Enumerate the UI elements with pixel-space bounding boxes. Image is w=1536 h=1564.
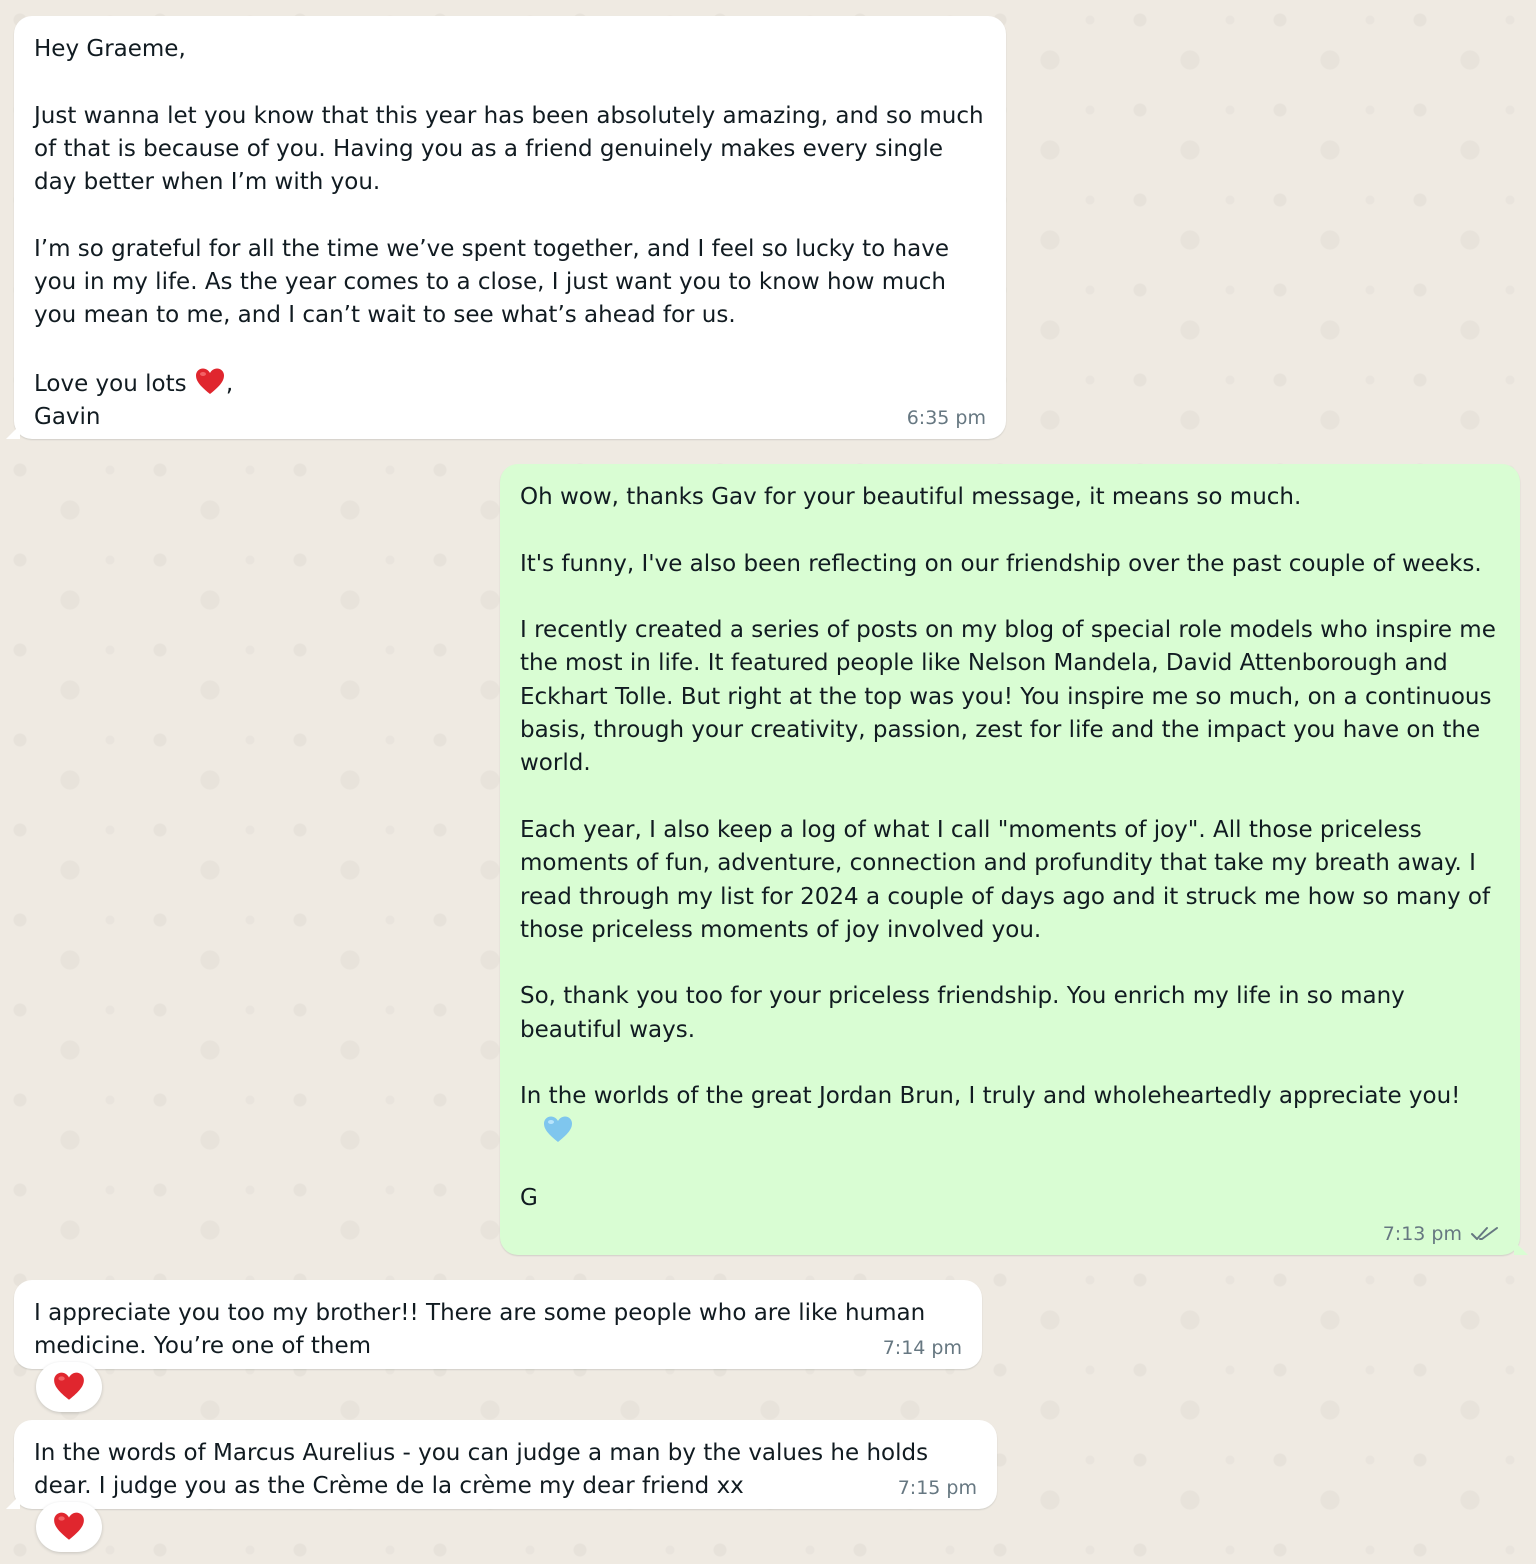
message-text: Hey Graeme, Just wanna let you know that this year has been absolutely amazing, and so much of that is because of you. Having you as a friend genuinely makes every single day better when I’m with you. I’m so grateful for all the time we’ve spent together, and I feel so lucky to have you in my life. As the year comes to a close, I just want you to know how much you mean to me, and I can’t wait to see what’s ahead for us. Love you lots , Gavin <box>34 36 984 431</box>
message-time: 7:14 pm <box>882 1337 962 1359</box>
message-meta <box>907 407 986 429</box>
bubble-tail <box>6 425 20 439</box>
bubble-tail <box>1514 1241 1528 1255</box>
red-heart-icon <box>52 1370 86 1404</box>
message-meta <box>883 1337 962 1359</box>
red-heart-icon <box>52 1510 86 1544</box>
blue-heart-icon <box>542 1114 574 1146</box>
message-time: 7:13 pm <box>1382 1223 1462 1245</box>
message-bubble-outgoing[interactable] <box>500 464 1520 1255</box>
message-meta <box>898 1477 977 1499</box>
message-text: I appreciate you too my brother!! There are some people who are like human medicine. You’re one of them <box>34 1300 926 1360</box>
message-text: Oh wow, thanks Gav for your beautiful message, it means so much. It's funny, I've also been reflecting on our friendship over the past couple of weeks. I recently created a series of posts on my blog of special role models who inspire me the most in life. It featured people like Nelson Mandela, David Attenborough and Eckhart Tolle. But right at the top was you! You inspire me so much, on a continuous basis, through your creativity, passion, zest for life and the impact you have on the world. Each year, I also keep a log of what I call "moments of joy". All those priceless moments of fun, adventure, connection and profundity that take my breath away. I read through my list for 2024 a couple of days ago and it struck me how so many of those priceless moments of joy involved you. So, thank you too for your priceless friendship. You enrich my life in so many beautiful ways. In the worlds of the great Jordan Brun, I truly and wholeheartedly appreciate you! G <box>520 484 1496 1212</box>
red-heart-icon <box>194 366 226 398</box>
message-time: 6:35 pm <box>906 407 986 429</box>
message-meta <box>1383 1223 1500 1245</box>
bubble-tail <box>6 1495 20 1509</box>
message-time: 7:15 pm <box>897 1477 977 1499</box>
message-bubble-incoming[interactable] <box>14 16 1006 439</box>
message-reaction[interactable] <box>36 1502 102 1552</box>
message-bubble-incoming[interactable] <box>14 1420 997 1509</box>
message-bubble-incoming[interactable] <box>14 1280 982 1369</box>
message-reaction[interactable] <box>36 1362 102 1412</box>
message-text: In the words of Marcus Aurelius - you can judge a man by the values he holds dear. I judge you as the Crème de la crème my dear friend xx <box>34 1440 929 1500</box>
read-double-check-icon <box>1470 1225 1500 1243</box>
